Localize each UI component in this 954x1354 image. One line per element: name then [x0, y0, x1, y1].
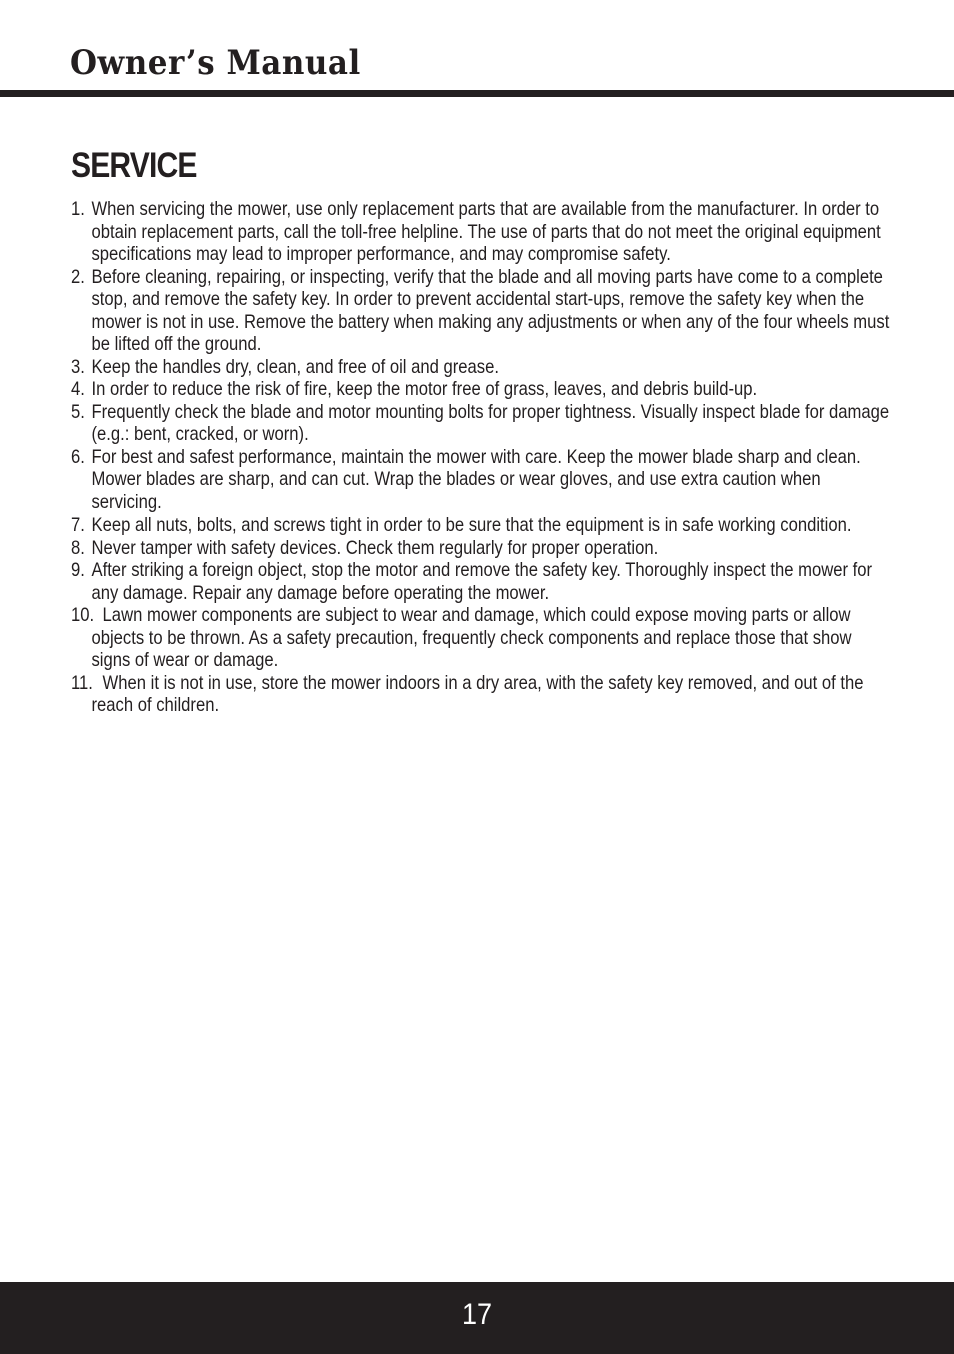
item-text: Keep all nuts, bolts, and screws tight in order to be sure that the equipment is in safe working condition. [91, 514, 852, 536]
item-text: Keep the handles dry, clean, and free of oil and grease. [91, 355, 499, 378]
section-title: SERVICE [71, 146, 197, 185]
item-number: 5. [71, 400, 85, 423]
item-number: 8. [71, 536, 85, 559]
item-number: 2. [71, 265, 85, 288]
list-item [71, 559, 890, 604]
header-divider [0, 90, 954, 97]
list-item [71, 446, 890, 514]
list-item [71, 378, 890, 401]
item-number: 6. [71, 445, 85, 468]
item-text: Frequently check the blade and motor mounting bolts for proper tightness. Visually inspect blade for damage (e.g.: bent, cracked, or worn). [91, 400, 890, 445]
item-text: Before cleaning, repairing, or inspecting, verify that the blade and all moving parts have come to a complete stop, and remove the safety key. In order to prevent accidental start-ups, remove the safety key when the mower is not in use. Remove the battery when making any adjustments or when any of the four wheels must be lifted off the ground. [91, 265, 890, 355]
item-number: 9. [71, 559, 85, 581]
page-header [0, 0, 954, 98]
page-footer [0, 1282, 954, 1354]
list-item [71, 401, 890, 446]
item-number: 3. [71, 355, 85, 378]
list-item [71, 198, 890, 266]
item-text: Lawn mower components are subject to wear and damage, which could expose moving parts or allow objects to be thrown. As a safety precaution, frequently check components and replace those that show signs of wear or damage. [91, 604, 852, 671]
item-text: When servicing the mower, use only replacement parts that are available from the manufacturer. In order to obtain replacement parts, call the toll-free helpline. The use of parts that do not meet the original equipment specifications may lead to improper performance, and may compromise safety. [91, 198, 881, 265]
list-item [71, 514, 890, 537]
item-number: 11. [71, 671, 93, 694]
item-text: For best and safest performance, maintain the mower with care. Keep the mower blade sharp and clean. Mower blades are sharp, and can cut. Wrap the blades or wear gloves, and use extra caution when servicing. [91, 445, 861, 513]
item-number: 10. [71, 604, 95, 626]
service-instructions-list [71, 198, 890, 717]
item-text: In order to reduce the risk of fire, keep the motor free of grass, leaves, and debris build-up. [91, 378, 758, 400]
item-number: 4. [71, 378, 85, 400]
list-item [71, 604, 890, 672]
item-text: When it is not in use, store the mower indoors in a dry area, with the safety key removed, and out of the reach of children. [91, 671, 864, 716]
list-item [71, 266, 890, 356]
item-number: 1. [71, 198, 85, 220]
list-item [71, 537, 890, 560]
item-number: 7. [71, 514, 85, 536]
item-text: After striking a foreign object, stop the motor and remove the safety key. Thoroughly inspect the mower for any damage. Repair any damage before operating the mower. [91, 559, 873, 604]
list-item [71, 356, 890, 379]
manual-title: Owner’s Manual [70, 44, 361, 83]
list-item [71, 672, 890, 717]
item-text: Never tamper with safety devices. Check them regularly for proper operation. [91, 536, 659, 559]
page-number: 17 [461, 1298, 493, 1331]
